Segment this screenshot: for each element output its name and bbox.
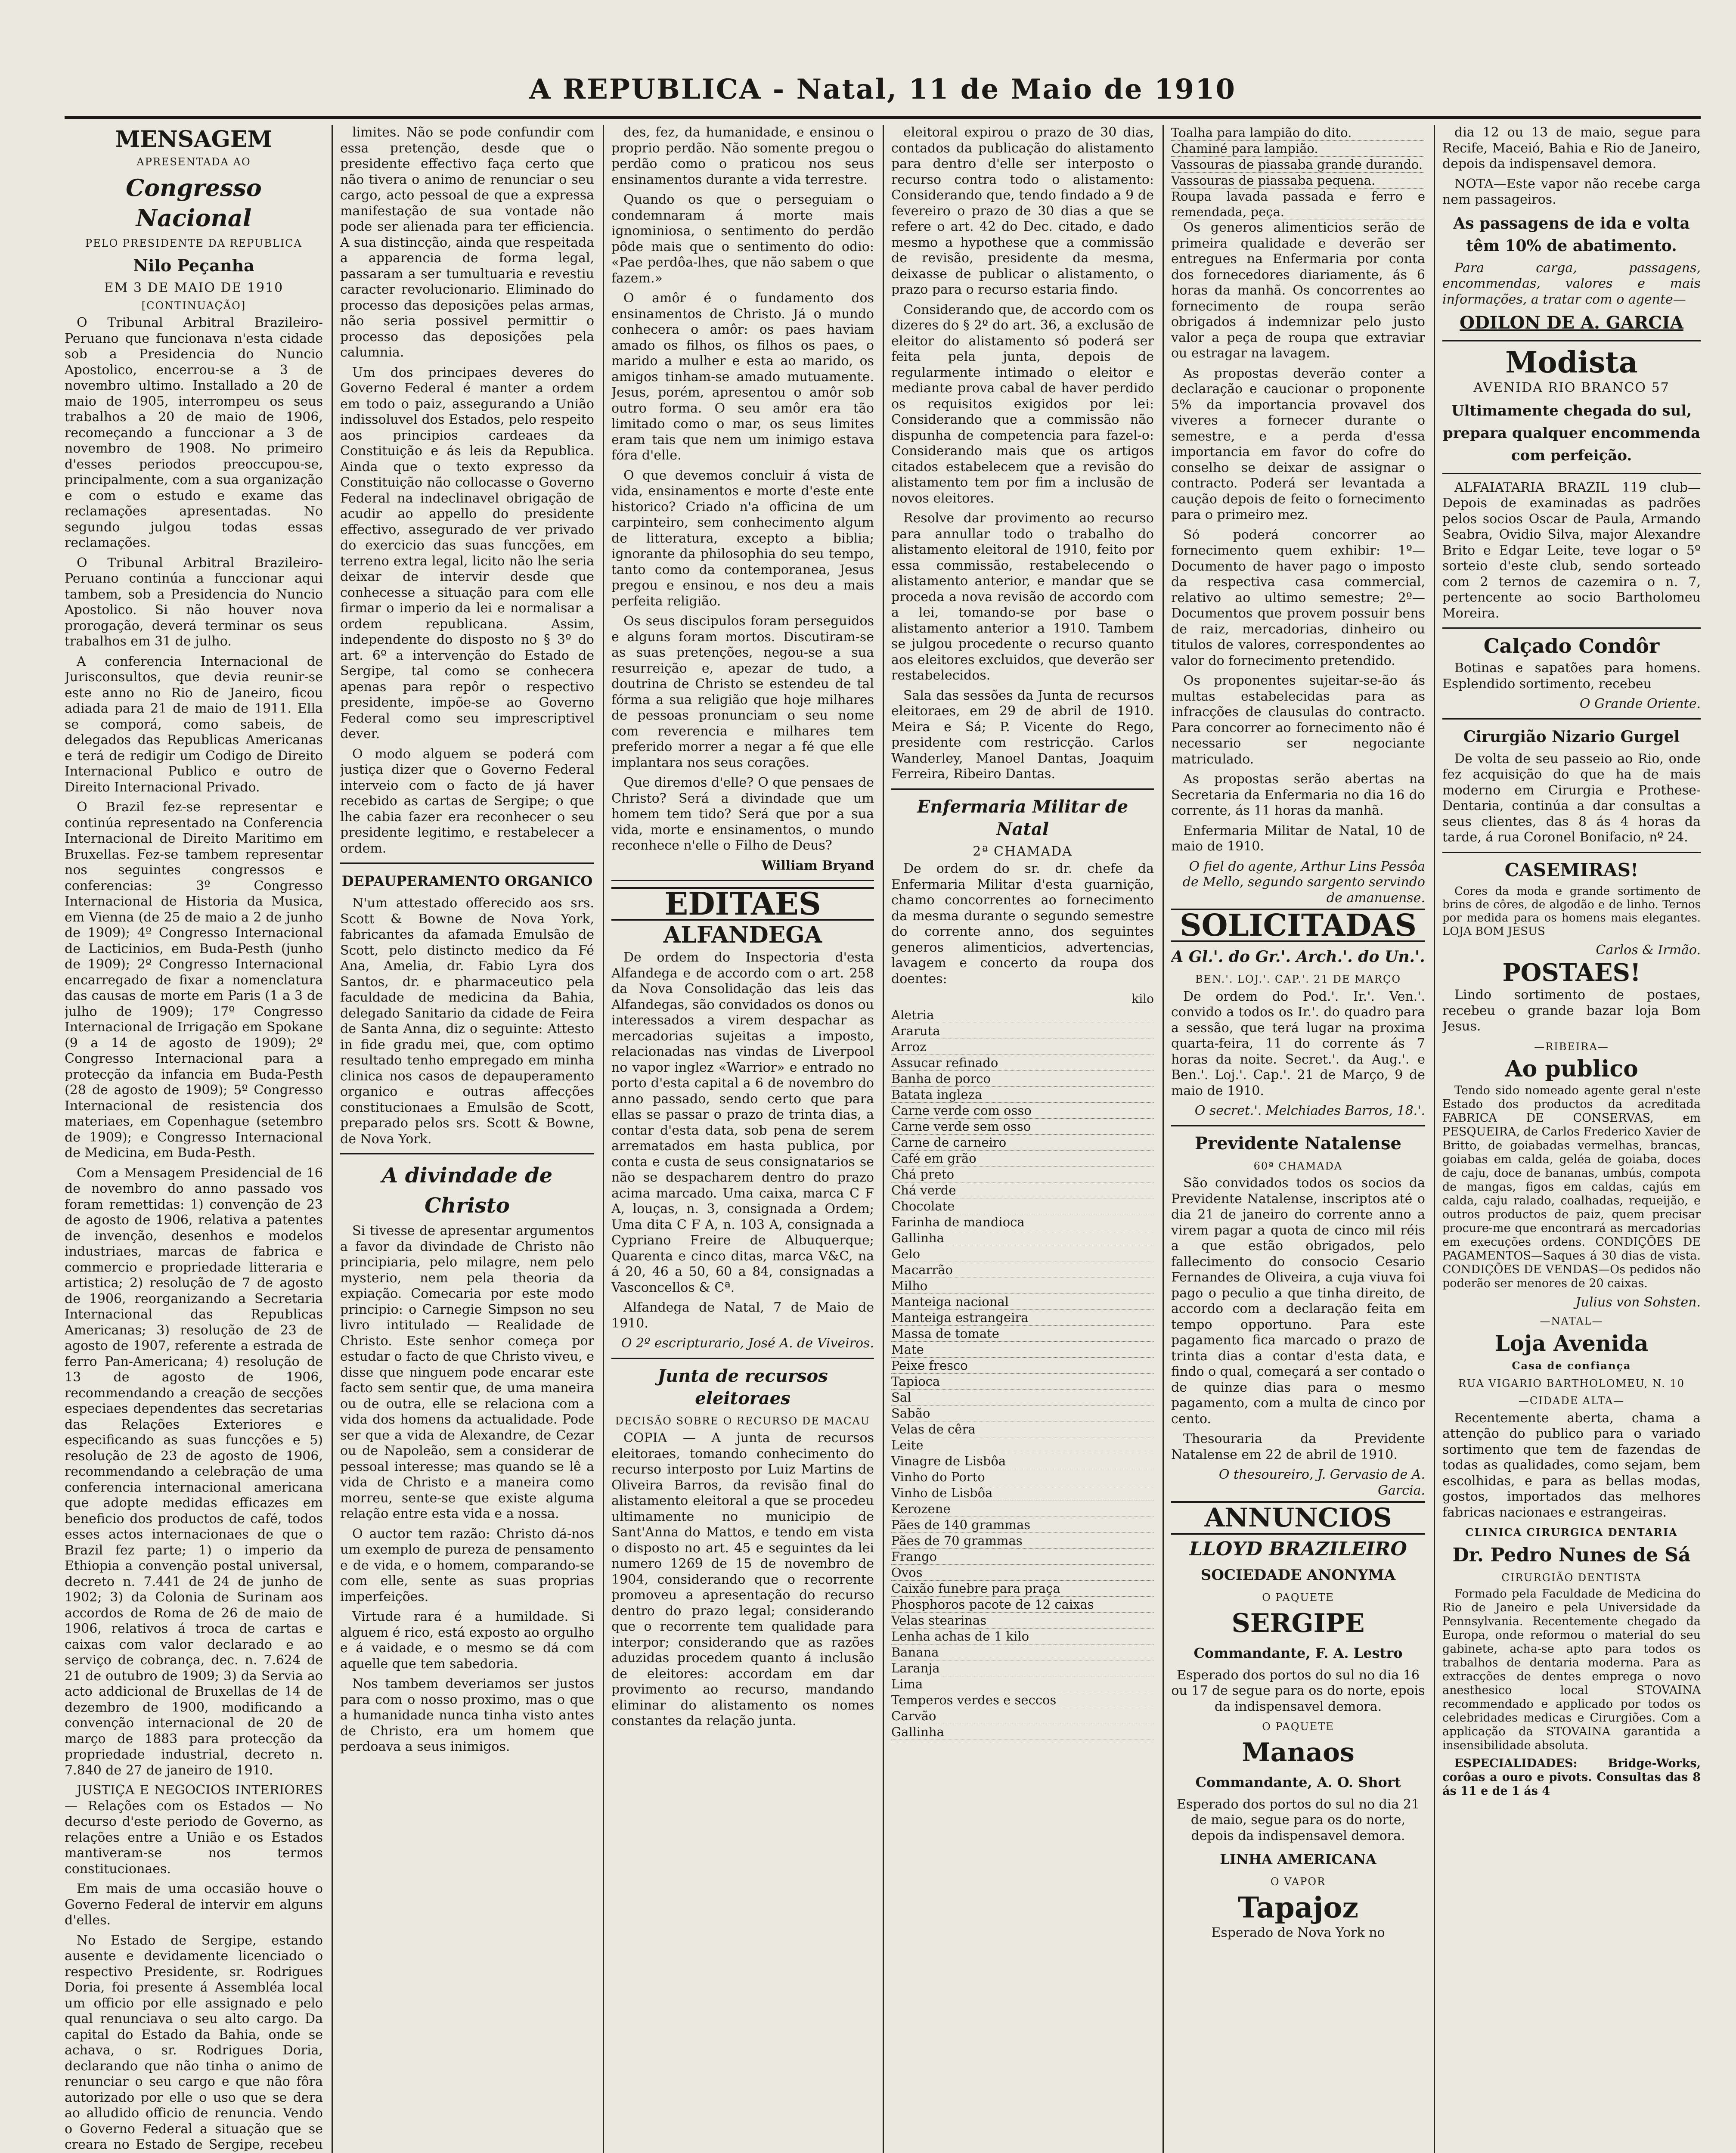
- paragraph: No Estado de Sergipe, estando ausente e devidamente licenciado o respectivo Presidente, sr. Rodrigues Doria, foi presente á Assembléa local um officio por elle assignado e pelo qual renunciava o seu alto cargo. Da capital do Estado da Bahia, onde se achava, o sr. Rodrigues Doria, declarando que não tinha o animo de renunciar o seu cargo e que não fôra autorizado por elle o uso que se dera ao alludido officio de renuncia. Vendo o Governo Federal a situação que se creara no Estado de Sergipe, recebeu: [65, 1933, 323, 2152]
- paragraph: COPIA — A junta de recursos eleitoraes, tomando conhecimento do recurso interposto por Luiz Martins de Oliveira Barros, da revisão final do alistamento eleitoral a que se procedeu ultimamente no municipio de Sant'Anna do Mattos, e tendo em vista o disposto no art. 45 e seguintes da lei numero 1269 de 15 de novembro de 1904, considerando que o recorrente promoveu a apresentação do recurso dentro do prazo legal; considerando que o recorrente tem qualidade para interpor; considerando que as razões aduzidas procedem quanto á inclusão de eleitores: accordam em dar provimento ao recurso, mandando eliminar do alistamento os nomes constantes da relação junta.: [611, 1430, 874, 1728]
- vapor-label: O VAPOR: [1270, 1876, 1326, 1888]
- goods-item: [891, 1421, 1154, 1437]
- loja-address: RUA VIGARIO BARTHOLOMEU, N. 10: [1458, 1377, 1685, 1390]
- mensagem-by: PELO PRESIDENTE DA REPUBLICA: [85, 237, 302, 249]
- divider: [1171, 1125, 1425, 1126]
- paragraph: Com a Mensagem Presidencial de 16 de novembro do anno passado vos foram remettidas: 1) convenção de 23 de agosto de 1906, relativa a patentes de invenção, desenhos e modelos industriaes, marcas de fabrica e commercio e propriedade litteraria e artistica; 2) resolução de 7 de agosto de 1906, reorganizando a Secretaria Internacional das Republicas Americanas; 3) resolução de 23 de agosto de 1907, referente a estrada de ferro Pan-Americana; 4) resolução de 13 de agosto de 1906, recommendando a creação de secções especiaes dependentes das secretarias das Relações Exteriores e especificando as suas funcções e 5) resolução de 23 de agosto de 1906, recommendando a celebração de uma conferencia internacional americana que adopte medidas efficazes em beneficio dos productos de café, todos esses actos internacionaes de que o Brazil fez parte; 1) o imperio da Ethiopia a convenção postal universal, decreto n. 7.441 de 24 de junho de 1902; 3) da Colonia de Surinam aos accordos de Roma de 26 de maio de 1906, relativos á troca de cartas e caixas com valor declarado e ao serviço de cobrança, dec. n. 7.624 de 21 de outubro de 1909; 3) da Servia ao acto addicional de Bruxellas de 14 de dezembro de 1900, modificando a convenção internacional de 20 de março de 1883 para protecção da propriedade industrial, decreto n. 7.840 de 27 de janeiro de 1910.: [65, 1165, 323, 1778]
- paragraph: Recentemente aberta, chama a attenção do publico para o variado sortimento que tem de fazendas de todas as qualidades, como sejam, bem escolhidas, e para as bellas modas, gostos, importados das melhores fabricas nacionaes e estrangeiras.: [1442, 1410, 1701, 1520]
- goods-item-label: Mate: [891, 1342, 924, 1357]
- goods-item: [891, 1166, 1154, 1182]
- goods-item-label: Banha de porco: [891, 1071, 991, 1086]
- paquete-label: O PAQUETE: [1262, 1591, 1334, 1604]
- previdente-subtitle: 60ª CHAMADA: [1253, 1160, 1343, 1172]
- goods-item-label: Vinho do Porto: [891, 1469, 985, 1484]
- paragraph: Thesouraria da Previdente Natalense em 22 de abril de 1910.: [1171, 1431, 1425, 1462]
- publico-title: Ao publico: [1505, 1056, 1638, 1082]
- goods-item: [891, 1374, 1154, 1390]
- newspaper-page: [65, 73, 1701, 2153]
- paragraph: O que devemos concluir á vista de vida, ensinamentos e morte d'este ente historico? Criado n'a officina de um carpinteiro, sem conhecimento algum de litteratura, excepto a biblia; ignorante da philosophia do seu tempo, tanto como da contemporanea, Jesus pregou e ensinou, e nos deu a mais perfeita religião.: [611, 468, 874, 609]
- goods-item-label: Chocolate: [891, 1198, 955, 1213]
- divider: [1442, 473, 1701, 474]
- junta-title: Junta de recursos eleitoraes: [657, 1365, 828, 1408]
- cirurgiao-title: Cirurgião Nizario Gurgel: [1463, 727, 1680, 746]
- goods-item: [891, 1453, 1154, 1469]
- column-rule: [883, 125, 884, 2153]
- goods-item-label: Carne de carneiro: [891, 1135, 1007, 1150]
- paragraph: De ordem do Inspectoria d'esta Alfandega e de accordo com o art. 258 da Nova Consolidação das leis das Alfandegas, são convidados os donos ou interessados a virem despachar as mercadorias sujeitas a imposto, relacionadas nas vindas de Liverpool no vapor inglez «Warrior» e entrado no porto d'esta capital a 6 de novembro do anno passado, sendo certo que para ellas se passar o prazo de trinta dias, a contar d'esta data, sob pena de serem arrematados em hasta publica, por conta e custa de seus consignatarios se não se despacharem dentro do prazo acima marcado. Uma caixa, marca C F A, louças, n. 3, consignada a Ordem; Uma dita C F A, n. 103 A, consignada a Cypriano Freire de Albuquerque; Quarenta e cinco ditas, marca V&C, na á 20, 46 a 50, 60 a 84, consignadas a Vasconcellos & Cª.: [611, 950, 874, 1295]
- paragraph: O Tribunal Arbitral Brazileiro-Peruano que funcionava n'esta cidade sob a Presidencia do Nuncio Apostolico, encerrou-se a 3 de novembro ultimo. Installado a 20 de maio de 1905, interrompeu os seus trabalhos a 20 de maio de 1906, recomeçando a funccionar a 3 de novembro de 1908. No primeiro d'esses periodos preoccupou-se, principalmente, com a sua organização e com o estudo e exame das reclamações apresentadas. No segundo julgou todas essas reclamações.: [65, 315, 323, 550]
- paragraph: limites. Não se pode confundir com essa pretenção, desde que o presidente effectivo faça certo que não tivera o animo de renunciar o seu cargo, acto pessoal de que a expressa manifestação de sua vontade não pode ser alienada para ter efficiencia. A sua distincção, ainda que respeitada a apparencia de forma legal, passaram a ser tumultuaria e revestiu caracter revolucionario. Eliminado do processo das deposições pelas armas, não seria possivel permittir o processo das deposições pela calumnia.: [340, 125, 594, 360]
- goods-item: [891, 1326, 1154, 1342]
- dentist-subtitle: CIRURGIÃO DENTISTA: [1501, 1571, 1642, 1584]
- paragraph: Tendo sido nomeado agente geral n'este Estado dos productos da acreditada FABRICA DE CONSERVAS, em PESQUEIRA, de Carlos Frederico Xavier de Britto, de goiabadas vermelhas, brancas, goiabas em calda, geléa de goiaba, doces de caju, doce de bananas, umbús, compota de mangas, figos em caldas, cajús em calda, caju ralado, coalhadas, requeijão, e outros productos de paiz, quem precisar procure-me que encontrará as mercadorias em execuções ordens. CONDIÇÕES DE PAGAMENTOS—Saques á 30 dias de vista. CONDIÇÕES DE VENDAS—Os pedidos não poderão ser menores de 20 caixas.: [1442, 1084, 1701, 1290]
- signature: William Bryand: [761, 858, 874, 873]
- goods-item-label: Leite: [891, 1437, 924, 1452]
- list-item: Vassouras de piassaba pequena.: [1171, 173, 1425, 189]
- divider: [340, 1153, 594, 1154]
- divider: [1442, 718, 1701, 720]
- column-4: [891, 125, 1154, 2153]
- paragraph: ALFAIATARIA BRAZIL 119 club—Depois de examinadas as padrões pelos socios Oscar de Paula, Armando Seabra, Ovidio Silva, major Alexandre Brito e Edgar Leite, teve logar o 5º sorteio d'este club, sendo sorteado com 2 ternos de cazemira o n. 7, pertencente ao socio Bartholomeu Moreira.: [1442, 480, 1701, 621]
- postaes-title: POSTAES!: [1502, 959, 1641, 987]
- divider: [611, 1358, 874, 1359]
- signature: Carlos & Irmão.: [1596, 942, 1701, 958]
- goods-item: [891, 1358, 1154, 1374]
- goods-item-label: Tapioca: [891, 1374, 940, 1389]
- goods-item: [891, 1071, 1154, 1087]
- goods-item-label: Phosphoros pacote de 12 caixas: [891, 1597, 1094, 1612]
- goods-item: [891, 1182, 1154, 1198]
- goods-list: [891, 1007, 1154, 1740]
- goods-item: [891, 1613, 1154, 1629]
- goods-item: [891, 1278, 1154, 1294]
- goods-item-label: Macarrão: [891, 1262, 953, 1277]
- paragraph: ESPECIALIDADES: Bridge-Works, corôas a ouro e pivots. Consultas das 8 ás 11 e de 1 ás 4: [1442, 1757, 1701, 1798]
- divider: [611, 880, 874, 881]
- goods-item-label: Café em grão: [891, 1151, 976, 1166]
- goods-item-label: Pães de 140 grammas: [891, 1517, 1031, 1532]
- goods-item-label: Arroz: [891, 1039, 927, 1054]
- goods-item: [891, 1055, 1154, 1071]
- divider: [1442, 627, 1701, 629]
- mensagem-date: EM 3 DE MAIO DE 1910: [104, 280, 284, 295]
- goods-item-label: Lenha achas de 1 kilo: [891, 1629, 1029, 1644]
- shop-name: O Grande Oriente.: [1579, 696, 1701, 711]
- divindade-title: A divindade de Christo: [381, 1163, 553, 1218]
- lloyd-subtitle: SOCIEDADE ANONYMA: [1200, 1567, 1396, 1584]
- natal-label: —NATAL—: [1540, 1315, 1603, 1327]
- enfermaria-title: Enfermaria Militar de Natal: [917, 796, 1128, 839]
- column-2: [340, 125, 594, 2153]
- goods-item-label: Assucar refinado: [891, 1055, 998, 1070]
- paragraph: Si tivesse de apresentar argumentos a favor da divindade de Christo não principiaria, pelo milagre, nem pelo mysterio, nem pela theoria da expiação. Comecaria por este modo principio: o Carnegie Simpson no seu livro intitulado — Realidade de Christo. Este senhor começa por estudar o facto de que Christo viveu, e disse que ninguem pode encarar este facto sem sentir que, de uma maneira ou de outra, elle se relaciona com a vida dos homens da actualidade. Pode ser que a vida de Alexandre, de Cezar ou de Napoleão, sem a considerar de pessoal interesse; mas quando se lê a vida de Christo e a maneira como morreu, sente-se que existe alguma relação entre esta vida e a nossa.: [340, 1223, 594, 1521]
- paragraph: Sala das sessões da Junta de recursos eleitoraes, em 29 de abril de 1910. Meira e Sá; P. Vicente do Rego, presidente com restricção. Carlos Wanderley, Manoel Dantas, Joaquim Ferreira, Ribeiro Dantas.: [891, 688, 1154, 782]
- goods-item: [891, 1007, 1154, 1023]
- president-name: Nilo Peçanha: [133, 256, 254, 275]
- divider: [891, 788, 1154, 790]
- goods-item: [891, 1676, 1154, 1692]
- paragraph: Resolve dar provimento ao recurso para annullar todo o trabalho do alistamento eleitoral de 1910, feito por essa commissão, restabelecendo o alistamento anterior, e mandar que se proceda a nova revisão de accordo com a lei, tomando-se por base o alistamento anterior a 1910. Tambem se julgou procedente o recurso quanto aos eleitores excluidos, que deverão ser restabelecidos.: [891, 511, 1154, 683]
- paragraph: Os proponentes sujeitar-se-ão ás multas estabelecidas para as infracções de clausulas do contracto. Para concorrer ao fornecimento não é necessario ser negociante matriculado.: [1171, 673, 1425, 767]
- loja-title: Loja Avenida: [1494, 1331, 1649, 1356]
- paragraph: As propostas deverão conter a declaração e caucionar o proponente 5% da importancia provavel dos viveres a fornecer durante o semestre, e a perda d'essa importancia em favor do cofre do conselho se deixar de assignar o contracto. Poderá ser levantada a caução depois de feito o fornecimento para o primeiro mez.: [1171, 366, 1425, 522]
- goods-item-label: Kerozene: [891, 1501, 951, 1516]
- mensagem-subtitle: APRESENTADA AO: [136, 156, 251, 168]
- modista-address: AVENIDA RIO BRANCO 57: [1473, 380, 1670, 395]
- signature: Julius von Sohsten.: [1575, 1295, 1701, 1310]
- goods-item: [891, 1501, 1154, 1517]
- goods-item-label: Manteiga estrangeira: [891, 1310, 1029, 1325]
- goods-item-label: Araruta: [891, 1023, 940, 1038]
- goods-item-label: Carne verde sem osso: [891, 1119, 1031, 1134]
- goods-item-label: Caixão funebre para praça: [891, 1581, 1060, 1596]
- depauperamento-title: DEPAUPERAMENTO ORGANICO: [341, 873, 593, 889]
- divider: [1442, 852, 1701, 853]
- goods-item-label: Manteiga nacional: [891, 1294, 1009, 1309]
- list-item: Roupa lavada passada e ferro e remendada, peça.: [1171, 189, 1425, 219]
- goods-item: [891, 1692, 1154, 1708]
- goods-item: [891, 1469, 1154, 1485]
- ribeira-label: —RIBEIRA—: [1534, 1040, 1609, 1053]
- annuncios-title: ANNUNCIOS: [1171, 1501, 1425, 1535]
- goods-item: [891, 1405, 1154, 1421]
- goods-item-label: Ovos: [891, 1565, 923, 1580]
- paragraph: São convidados todos os socios da Previdente Natalense, inscriptos até o dia 21 de janeiro do corrente anno a virem pagar a quota de cinco mil réis a que estão obrigados, pelo fallecimento do consocio Cesario Fernandes de Oliveira, a cuja viuva foi pago o peculio a que tinha direito, de accordo com a declaração feita em tempo opportuno. Para este pagamento fica marcado o prazo de trinta dias a contar d'esta data, e findo o qual, começará a ser contado o de quinze dias para o mesmo pagamento, com a multa de cinco por cento.: [1171, 1176, 1425, 1427]
- goods-item: [891, 1310, 1154, 1326]
- goods-item-label: Banana: [891, 1644, 939, 1660]
- goods-item: [891, 1087, 1154, 1103]
- paragraph: Esperado de Nova York no: [1211, 1925, 1385, 1940]
- loja-subtitle: Casa de confiança: [1512, 1359, 1631, 1372]
- goods-item: [891, 1437, 1154, 1453]
- continuation-label: [CONTINUAÇÃO]: [141, 299, 246, 312]
- lodge-line: BEN.'. LOJ.'. CAP.'. 21 DE MARÇO: [1195, 973, 1401, 985]
- column-6: [1442, 125, 1701, 2153]
- list-item: Toalha para lampião do dito.: [1171, 125, 1425, 141]
- paragraph: Em mais de uma occasião houve o Governo Federal de intervir em alguns d'elles.: [65, 1881, 323, 1928]
- paragraph: O modo alguem se poderá com justiça dizer que o Governo Federal interveio com o facto de já haver recebido as cartas de Sergipe; o que lhe cabia fazer era reconhecer o seu presidente legitimo, e restabelecer a ordem.: [340, 746, 594, 856]
- dentist-title: Dr. Pedro Nunes de Sá: [1452, 1544, 1691, 1566]
- supplies-list: [1171, 125, 1425, 220]
- paragraph: Formado pela Faculdade de Medicina do Rio de Janeiro e pela Universidade da Pennsylvania. Recentemente chegado da Europa, onde reformou o material do seu gabinete, acha-se apto para todos os trabalhos de dentaria moderna. Para as extracções de dentes emprega o novo anesthesico local STOVAINA recommendado e applicado por todos os celebridades medicas e Cirurgiões. Com a applicação da STOVAINA garantida a insensibilidade absoluta.: [1442, 1587, 1701, 1752]
- goods-item-label: Vinagre de Lisbôa: [891, 1453, 1006, 1468]
- paragraph: O auctor tem razão: Christo dá-nos um exemplo de pureza de pensamento e de vida, e o homem, comparando-se com elle, sente as suas proprias imperfeições.: [340, 1526, 594, 1604]
- goods-item: [891, 1342, 1154, 1358]
- paragraph: N'um attestado offerecido aos srs. Scott & Bowne de Nova York, fabricantes da afamada Emulsão de Scott, pelo distincto medico da Fé Ana, Amelia, dr. Fabio Lyra dos Santos, dr. e pharmaceutico pela faculdade de medicina da Bahia, delegado Sanitario da cidade de Feira de Santa Anna, diz o seguinte: Attesto in fide gradu mei, que, com optimo resultado tenho empregado em minha clinica nos casos de depauperamento organico e outras affecções constitucionaes a Emulsão de Scott, preparado pelos srs. Scott & Bowne, de Nova York.: [340, 896, 594, 1147]
- signature: O thesoureiro, J. Gervasio de A. Garcia.: [1218, 1467, 1425, 1498]
- paragraph: O Brazil fez-se representar e continúa representado na Conferencia Internacional de Direito Maritimo em Bruxellas. Fez-se tambem representar nos seguintes congressos e conferencias: 3º Congresso Internacional de Historia da Musica, em Vienna (de 25 de maio a 2 de junho de 1909); 4º Congresso Internacional de Lacticinios, em Buda-Pesth (junho de 1909); 2º Congresso Internacional encarregado de fixar a nomenclatura das causas de morte em Paris (1 a 3 de julho de 1909); 17º Congresso Internacional de Irrigação em Spokane (9 a 14 de agosto de 1909); 2º Congresso Internacional para a protecção da infancia em Buda-Pesth (28 de agosto de 1909); 5º Congresso Internacional de resistencia dos materiaes, em Copenhague (setembro de 1909); e Congresso Internacional de Medicina, em Buda-Pesth.: [65, 800, 323, 1160]
- column-rule: [332, 125, 333, 2153]
- goods-item: [891, 1581, 1154, 1597]
- enfermaria-subtitle: 2ª CHAMADA: [973, 844, 1073, 859]
- goods-item-label: Temperos verdes e seccos: [891, 1692, 1057, 1707]
- column-rule: [1162, 125, 1164, 2153]
- paquete-commander: Commandante, A. O. Short: [1195, 1774, 1401, 1790]
- paragraph: JUSTIÇA E NEGOCIOS INTERIORES — Relações com os Estados — No decurso d'este periodo de Governo, as relações entre a União e os Estados mantiveram-se nos termos constitucionaes.: [65, 1783, 323, 1877]
- goods-item-label: Batata ingleza: [891, 1087, 983, 1102]
- goods-item: [891, 1390, 1154, 1405]
- editaes-title: EDITAES: [611, 887, 874, 921]
- paragraph: Esperado dos portos do sul no dia 21 de maio, segue para os do norte, depois da indispensavel demora.: [1176, 1796, 1420, 1843]
- paragraph: Cores da moda e grande sortimento de brins de côres, de algodão e de linho. Ternos por medida para os homens mais elegantes. LOJA BOM JESUS: [1442, 884, 1701, 938]
- column-rule: [1434, 125, 1435, 2153]
- casemiras-title: CASEMIRAS!: [1504, 859, 1639, 881]
- goods-item: [891, 1724, 1154, 1740]
- goods-item-label: Pães de 70 grammas: [891, 1533, 1023, 1548]
- paragraph: Um dos principaes deveres do Governo Federal é manter a ordem em todo o paiz, assegurando a União indissoluvel dos Estados, pelo respeito aos principios cardeaes da Constituição e ás leis da Republica. Ainda que o texto expresso da Constituição não collocasse o Governo Federal na indeclinavel obrigação de acudir ao appello do presidente effectivo, assegurado de ver privado do exercicio das suas funcções, em terreno extra legal, licito não lhe seria deixar de intervir desde que conhecesse a situação para com elle firmar o imperio da lei e normalisar a ordem republicana. Assim, independente do disposto no § 3º do art. 6º a intervenção do Estado de Sergipe, tal como se conhecera apenas para repôr o respectivo presidente, impõe-se ao Governo Federal como seu imprescriptivel dever.: [340, 365, 594, 741]
- goods-item-label: Chá preto: [891, 1166, 955, 1182]
- goods-item-label: Gelo: [891, 1246, 921, 1261]
- goods-item: [891, 1151, 1154, 1166]
- paragraph: Lindo sortimento de postaes, recebeu o grande bazar loja Bom Jesus.: [1442, 987, 1701, 1034]
- paragraph: De ordem do Pod.'. Ir.'. Ven.'. convido a todos os Ir.'. do quadro para a sessão, que terá lugar na proxima quarta-feira, 11 do corrente ás 7 horas da noite. Secret.'. da Aug.'. e Ben.'. Loj.'. Cap.'. 21 de Março, 9 de maio de 1910.: [1171, 989, 1425, 1098]
- paragraph: Enfermaria Militar de Natal, 10 de maio de 1910.: [1171, 823, 1425, 854]
- goods-item: [891, 1644, 1154, 1660]
- junta-subtitle: DECISÃO SOBRE O RECURSO DE MACAU: [615, 1415, 871, 1427]
- goods-item-label: Chá verde: [891, 1182, 956, 1197]
- solicitadas-title: SOLICITADAS: [1171, 909, 1425, 942]
- goods-item-label: Carvão: [891, 1708, 936, 1723]
- paragraph: A conferencia Internacional de Jurisconsultos, que devia reunir-se este anno no Rio de Janeiro, ficou adiada para 21 de maio de 1911. Ella se comporá, como sabeis, de delegados das Republicas Americanas e terá de redigir um Codigo de Direito Internacional Publico e outro de Direito Internacional Privado.: [65, 654, 323, 795]
- goods-item: [891, 1119, 1154, 1135]
- goods-item: [891, 1230, 1154, 1246]
- paragraph: NOTA—Este vapor não recebe carga nem passageiros.: [1442, 176, 1701, 207]
- paragraph: Esperado dos portos do sul no dia 16 ou 17 de segue para os do norte, epois da indispensavel demora.: [1171, 1667, 1425, 1714]
- goods-item: [891, 1597, 1154, 1613]
- list-item: Chaminé para lampião.: [1171, 141, 1425, 157]
- column-3: [611, 125, 874, 2153]
- paragraph: des, fez, da humanidade, e ensinou o proprio perdão. Não somente pregou o perdão como o praticou nos seus ensinamentos durante a vida terrestre.: [611, 125, 874, 187]
- paragraph: De volta de seu passeio ao Rio, onde fez acquisição do que ha de mais moderno em Cirurgia e Prothese-Dentaria, continúa a dar consultas a seus clientes, das 8 ás 4 horas da tarde, á rua Coronel Bonifacio, nº 24.: [1442, 751, 1701, 845]
- paragraph: Alfandega de Natal, 7 de Maio de 1910.: [611, 1300, 874, 1331]
- signature: O 2º escripturario, José A. de Viveiros.: [621, 1336, 874, 1351]
- previdente-title: Previdente Natalense: [1195, 1133, 1401, 1154]
- paragraph: Os seus discipulos foram perseguidos e alguns foram mortos. Discutiram-se as suas pretenções, negou-se a sua resurreição e, apezar de tudo, a doutrina de Christo se estendeu de tal fórma a sua religião que hoje milhares de pessoas pronunciam o seu nome com reverencia e milhares tem preferido morrer a negar a fé que elle implantara nos seus corações.: [611, 614, 874, 770]
- goods-item: [891, 1549, 1154, 1565]
- paragraph: O Tribunal Arbitral Brazileiro-Peruano continúa a funccionar aqui tambem, sob a Presidencia do Nuncio Apostolico. Si não houver nova prorogação, deverá terminar os seus trabalhos em 31 de julho.: [65, 555, 323, 649]
- kilo-header: kilo: [1132, 992, 1154, 1006]
- goods-item-label: Peixe fresco: [891, 1358, 968, 1373]
- paragraph: O amôr é o fundamento dos ensinamentos de Christo. Já o mundo conhecera o amôr: os paes haviam amado os filhos, os filhos os paes, o marido a mulher e esta ao marido, os amigos tinham-se amado mutuamente. Jesus, porém, apresentou o amôr sob outro forma. O seu amôr era tão limitado como o mar, os seus limites eram tais que nem um inimigo estava fóra d'elle.: [611, 291, 874, 463]
- clinica-label: CLINICA CIRURGICA DENTARIA: [1465, 1526, 1678, 1539]
- goods-item-label: Farinha de mandioca: [891, 1214, 1025, 1229]
- paquete-name: Manaos: [1242, 1737, 1355, 1768]
- goods-item-label: Carne verde com osso: [891, 1103, 1032, 1118]
- column-mensagem: [65, 125, 323, 2153]
- modista-text: Ultimamente chegada do sul, prepara qualquer encommenda com perfeição.: [1442, 402, 1701, 464]
- goods-item: [891, 1135, 1154, 1151]
- paragraph: Os generos alimenticios serão de primeira qualidade e deverão ser entregues na Enfermaria por conta dos fornecedores diariamente, ás 6 horas da manhã. Os concorrentes ao fornecimento de roupa serão obrigados á indemnizar pelo justo valor a peça de roupa que extraviar ou estragar na lavagem.: [1171, 220, 1425, 361]
- congress-title: Congresso Nacional: [126, 174, 262, 232]
- goods-item: [891, 1660, 1154, 1676]
- divider: [1442, 340, 1701, 341]
- goods-item-label: Sal: [891, 1390, 911, 1405]
- goods-item: [891, 1023, 1154, 1039]
- column-rule: [603, 125, 604, 2153]
- modista-title: Modista: [1505, 345, 1638, 380]
- goods-item: [891, 1629, 1154, 1644]
- goods-item: [891, 1262, 1154, 1278]
- alfandega-title: ALFANDEGA: [663, 922, 822, 948]
- goods-item-label: Frango: [891, 1549, 937, 1564]
- goods-item-label: Lima: [891, 1676, 923, 1691]
- goods-item: [891, 1214, 1154, 1230]
- goods-item-label: Gallinha: [891, 1230, 944, 1245]
- paragraph: Botinas e sapatões para homens. Esplendido sortimento, recebeu: [1442, 661, 1701, 692]
- lodge-title: A Gl.'. do Gr.'. Arch.'. do Un.'.: [1171, 948, 1425, 966]
- goods-item-label: Vinho de Lisbôa: [891, 1485, 993, 1500]
- paragraph: Virtude rara é a humildade. Si alguem é rico, está exposto ao orgulho e á vaidade, e o mesmo se dá com aquelle que tem sabedoria.: [340, 1609, 594, 1672]
- goods-item-label: Sabão: [891, 1405, 930, 1421]
- goods-item-label: Velas de cêra: [891, 1421, 976, 1436]
- paquete-commander: Commandante, F. A. Lestro: [1194, 1644, 1403, 1661]
- goods-item: [891, 1103, 1154, 1119]
- paragraph: Para carga, passagens, encommendas, valores e mais informações, a tratar com o agente—: [1442, 260, 1701, 307]
- loja-city: —CIDADE ALTA—: [1518, 1395, 1625, 1407]
- linha-title: LINHA AMERICANA: [1220, 1851, 1376, 1868]
- paquete-name: SERGIPE: [1231, 1608, 1365, 1638]
- page-header: A REPUBLICA - Natal, 11 de Maio de 1910: [529, 73, 1237, 105]
- divider: [340, 862, 594, 864]
- goods-item: [891, 1517, 1154, 1533]
- mensagem-title: MENSAGEM: [115, 126, 273, 152]
- paragraph: De ordem do sr. dr. chefe da Enfermaria Militar d'esta guarnição, chamo concorrentes ao fornecimento da mesma durante o segundo semestre do corrente anno, dos seguintes generos alimenticios, advertencias, lavagem e concerto da roupa dos doentes:: [891, 861, 1154, 987]
- header-rule: [65, 116, 1701, 119]
- agent-name: ODILON DE A. GARCIA: [1460, 313, 1683, 333]
- calcado-title: Calçado Condôr: [1483, 634, 1660, 658]
- paragraph: Considerando que, de accordo com os dizeres do § 2º do art. 36, a exclusão de eleitor do alistamento só poderá ser feita pela junta, depois de regularmente intimado o eleitor e mediante prova cabal de haver perdido os requisitos exigidos por lei: Considerando que a commissão não dispunha de competencia para fazel-o: Considerando mais que os artigos citados estabelecem que a revisão do alistamento tem por fim a inclusão de novos eleitores.: [891, 302, 1154, 506]
- paragraph: eleitoral expirou o prazo de 30 dias, contados da publicação do alistamento para dentro d'elle ser interposto o recurso contra todo o alistamento: Considerando que, tendo findado a 9 de fevereiro o prazo de 30 dias a que se refere o art. 42 do Dec. citado, e dado mesmo a hypothese que a commissão de revisão, presidente da mesma, deixasse de publicar o alistamento, o prazo para o recurso estaria findo.: [891, 125, 1154, 297]
- signature: O fiel do agente, Arthur Lins Pessôa de Mello, segundo sargento servindo de amanuense.: [1182, 859, 1425, 906]
- passagens-title: As passagens de ida e volta têm 10% de abatimento.: [1453, 214, 1690, 255]
- paragraph: Só poderá concorrer ao fornecimento quem exhibir: 1º—Documento de haver pago o imposto da respectiva casa commercial, relativo ao ultimo semestre; 2º—Documentos que provem possuir bens de raiz, mercadorias, dinheiro ou titulos de valores, correspondentes ao valor do fornecimento pretendido.: [1171, 527, 1425, 668]
- column-5: [1171, 125, 1425, 2153]
- goods-item-label: Massa de tomate: [891, 1326, 999, 1341]
- goods-item-label: Aletria: [891, 1007, 934, 1022]
- goods-item: [891, 1708, 1154, 1724]
- signature: O secret.'. Melchiades Barros, 18.'.: [1194, 1103, 1425, 1118]
- goods-item: [891, 1198, 1154, 1214]
- list-item: Vassouras de piassaba grande durando.: [1171, 157, 1425, 173]
- goods-item-label: Velas stearinas: [891, 1613, 987, 1628]
- goods-item-label: Gallinha: [891, 1724, 944, 1739]
- paragraph: Quando os que o perseguiam o condemnaram á morte mais ignominiosa, o sentimento do perdão pôde mais que o sentimento do odio: «Pae perdôa-lhes, que não sabem o que fazem.»: [611, 192, 874, 286]
- paragraph: As propostas serão abertas na Secretaria da Enfermaria no dia 16 do corrente, ás 11 horas da manhã.: [1171, 772, 1425, 818]
- lloyd-title: LLOYD BRAZILEIRO: [1189, 1538, 1407, 1560]
- vapor-name: Tapajoz: [1238, 1890, 1358, 1924]
- goods-item: [891, 1533, 1154, 1549]
- goods-item: [891, 1565, 1154, 1581]
- paragraph: Nos tambem deveriamos ser justos para com o nosso proximo, mas o que a humanidade nunca tinha visto antes de Christo, era um homem que perdoava a seus inimigos.: [340, 1676, 594, 1754]
- paquete-label: O PAQUETE: [1262, 1721, 1334, 1733]
- goods-item-label: Milho: [891, 1278, 928, 1293]
- goods-item: [891, 1039, 1154, 1055]
- goods-item: [891, 1485, 1154, 1501]
- paragraph: Que diremos d'elle? O que pensaes de Christo? Será a divindade que um homem tem tido? Será que por a sua vida, morte e ensinamentos, o mundo reconhece n'elle o Filho de Deus?: [611, 775, 874, 853]
- goods-item: [891, 1246, 1154, 1262]
- goods-item-label: Laranja: [891, 1660, 940, 1675]
- paragraph: dia 12 ou 13 de maio, segue para Recife, Maceió, Bahia e Rio de Janeiro, depois da indispensavel demora.: [1442, 125, 1701, 171]
- goods-item: [891, 1294, 1154, 1310]
